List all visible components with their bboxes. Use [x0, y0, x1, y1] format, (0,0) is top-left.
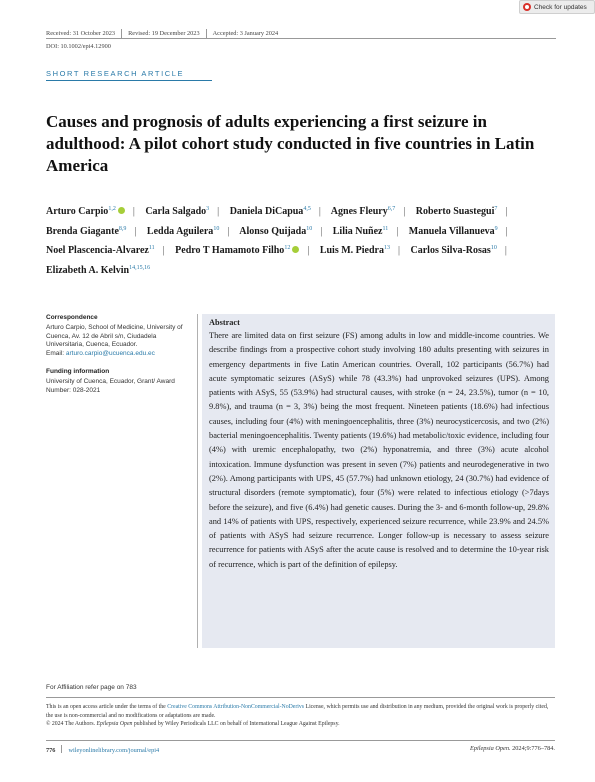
author-affiliation-sup: 9 [494, 225, 498, 232]
funding-heading: Funding information [46, 367, 110, 375]
footer-journal: Epilepsia Open. [469, 745, 511, 752]
author-affiliation-sup: 7 [494, 206, 498, 212]
license-link[interactable]: Creative Commons Attribution-NonCommercial-NoDerivs [167, 704, 305, 710]
author-name[interactable] [46, 206, 125, 217]
header-rule [46, 38, 556, 39]
correspondence-text: Arturo Carpio, School of Medicine, University of Cuenca, Av. 12 de Abril s/n, Ciudadela Universitaria, Cuenca, Ecuador. [46, 323, 183, 349]
author-name[interactable] [320, 245, 390, 256]
author-separator: | [320, 225, 323, 237]
author-name[interactable] [239, 226, 312, 237]
author-affiliation-sup: 8,9 [118, 225, 127, 232]
author-separator: | [217, 206, 220, 217]
author-name[interactable] [145, 206, 209, 217]
author-name[interactable] [416, 206, 498, 217]
author-separator: | [134, 225, 137, 237]
author-name-text: Agnes Fleury [330, 206, 388, 217]
author-name-text: Arturo Carpio [46, 206, 109, 217]
footer-rule [46, 740, 555, 741]
author-name[interactable] [46, 245, 155, 256]
author-name-text: Ledda Aguilera [146, 225, 214, 237]
email-label: Email: [46, 350, 66, 358]
author-separator: | [307, 245, 310, 256]
footer-volume: 2024;9:776–784. [510, 745, 555, 752]
crossmark-icon [523, 3, 531, 11]
author-separator: | [227, 225, 230, 237]
author-separator: | [504, 245, 507, 256]
author-name-text: Elizabeth A. Kelvin [46, 264, 130, 276]
copyright-pre: © 2024 The Authors. [46, 721, 97, 728]
author-name-text: Roberto Suastegui [415, 206, 495, 217]
abstract-body: There are limited data on first seizure (FS) among adults in low and middle-income countries. We describe findings from a prospective cohort study involving 180 adults presenting with seizures in emergency departments in five Latin American countries. Overall, 102 participants (56.7%) had acute symptomatic seizures (ASyS) while 78 (43.3%) had unprovoked seizures (UPS). Among patients with ASyS, 55 (53.9%) had structural causes, with stroke (n = 24, 23.5%), tumor (n = 10, 9.8%), and trauma (n = 3, 3%) being the most frequent. Nineteen patients (18.6%) had infectious causes, including four (4%) with meningoencephalitis, three (3%) neurocysticercosis, and two (2%) bacterial meningoencephalitis. Twenty patients (19.6%) had metabolic/toxic evidence, including four (4%) with uremic encephalopathy, two (2%) hyponatremia, and three (3%) acute alcohol intoxication. Immune dysfunction was present in seven (7%) patients and neurodegenerative in two (2%). Among participants with UPS, 45 (57.7%) had unknown etiology, 24 (30.7%) had evidence of structural disorders (remote symptomatic), four (5%) were related to infectious etiology (>7days before the seizure), and five (6.4%) had genetic causes. During the 3- and 6-month follow-up, 29.8% and 14% of patients with UPS, respectively, experienced seizure recurrence, while 23.9% and 24.5% of patients with ASyS had seizure recurrence. Longer follow-up is necessary to assess seizure recurrence for patients with ASyS after the acute cause is resolved and to determine the 10-year risk of recurrence, which is part of the definition of epilepsy. [209, 331, 549, 569]
footer-citation [470, 745, 555, 752]
page-number: 776 [46, 747, 56, 754]
check-for-updates-label: Check for updates [534, 3, 587, 11]
divider [61, 745, 62, 753]
license-text-pre: This is an open access article under the terms of the [46, 704, 168, 710]
orcid-icon[interactable] [118, 207, 125, 214]
author-affiliation-sup: 10 [213, 225, 220, 232]
accepted-date: Accepted: 3 January 2024 [212, 30, 279, 37]
author-separator: | [398, 245, 401, 256]
author-name-text: Alonso Quijada [239, 225, 307, 237]
author-name-text: Carla Salgado [145, 206, 207, 217]
author-affiliation-sup: 1,2 [108, 206, 116, 212]
correspondence-block [46, 314, 186, 359]
abstract-heading: Abstract [209, 318, 240, 327]
author-name-text: Lilia Nuñez [332, 225, 383, 237]
author-name-text: Noel Plascencia-Alvarez [46, 245, 149, 256]
author-separator: | [132, 206, 135, 217]
author-affiliation-sup: 14,15,16 [129, 264, 151, 271]
author-name[interactable] [333, 226, 389, 237]
author-name-text: Carlos Silva-Rosas [410, 245, 491, 256]
author-affiliation-sup: 10 [306, 225, 313, 232]
author-name[interactable] [409, 226, 498, 237]
article-dates [46, 29, 278, 38]
author-affiliation-sup: 11 [382, 225, 389, 232]
author-affiliation-sup: 13 [384, 245, 390, 251]
journal-url-link[interactable]: wileyonlinelibrary.com/journal/epi4 [68, 747, 160, 754]
column-divider [197, 314, 198, 648]
footer-left [46, 745, 159, 754]
divider [121, 29, 122, 38]
article-type-label: SHORT RESEARCH ARTICLE [46, 69, 185, 78]
sidebar [46, 314, 186, 404]
check-for-updates-button[interactable] [519, 0, 595, 14]
author-name[interactable] [46, 265, 150, 276]
affiliation-note: For Affiliation refer page on 783 [46, 684, 137, 691]
author-name-text: Daniela DiCapua [229, 206, 304, 217]
author-affiliation-sup: 11 [148, 245, 155, 251]
orcid-icon[interactable] [292, 246, 299, 253]
license-text-post: License, which permits use and distribution in any medium, provided the original work is properly cited, the use is non-commercial and no modifications or adaptations are made. [46, 704, 549, 719]
copyright-post: published by Wiley Periodicals LLC on behalf of International League Against Epilepsy. [132, 721, 340, 728]
author-separator: | [505, 225, 508, 237]
author-affiliation-sup: 12 [284, 245, 291, 251]
author-affiliation-sup: 4,5 [303, 206, 311, 212]
author-separator: | [318, 206, 321, 217]
funding-block [46, 368, 186, 395]
license-text [46, 703, 555, 729]
correspondence-email-line [46, 350, 186, 359]
author-name[interactable] [46, 226, 126, 237]
author-separator: | [403, 206, 406, 217]
abstract-box [202, 314, 555, 648]
author-name[interactable] [147, 226, 219, 237]
revised-date: Revised: 19 December 2023 [128, 30, 200, 37]
affiliation-rule [46, 697, 555, 698]
author-affiliation-sup: 6,7 [387, 206, 396, 212]
author-name-text: Manuela Villanueva [408, 225, 495, 237]
author-affiliation-sup: 10 [490, 245, 497, 251]
author-separator: | [505, 206, 508, 217]
received-date: Received: 31 October 2023 [46, 30, 116, 37]
article-type-rule [46, 80, 212, 81]
author-separator: | [162, 245, 165, 256]
author-name-text: Pedro T Hamamoto Filho [175, 245, 285, 256]
doi: DOI: 10.1002/epi4.12900 [46, 43, 111, 50]
copyright-journal: Epilepsia Open [96, 721, 133, 728]
author-name[interactable] [175, 245, 299, 256]
email-link[interactable]: arturo.carpio@ucuenca.edu.ec [65, 350, 155, 358]
author-name-text: Luis M. Piedra [319, 245, 384, 256]
correspondence-heading: Correspondence [46, 314, 98, 321]
author-name[interactable] [411, 245, 497, 256]
author-list [46, 201, 556, 279]
divider [206, 29, 207, 38]
author-name[interactable] [230, 206, 311, 217]
funding-text: University of Cuenca, Ecuador, Grant/ Award Number: 028-2021 [46, 377, 175, 394]
author-affiliation-sup: 3 [206, 206, 210, 212]
author-name-text: Brenda Giagante [46, 225, 119, 237]
article-title: Causes and prognosis of adults experiencing a first seizure in adulthood: A pilot cohort study conducted in five countries in Latin America [46, 112, 535, 175]
author-name[interactable] [331, 206, 395, 217]
author-separator: | [396, 225, 399, 237]
